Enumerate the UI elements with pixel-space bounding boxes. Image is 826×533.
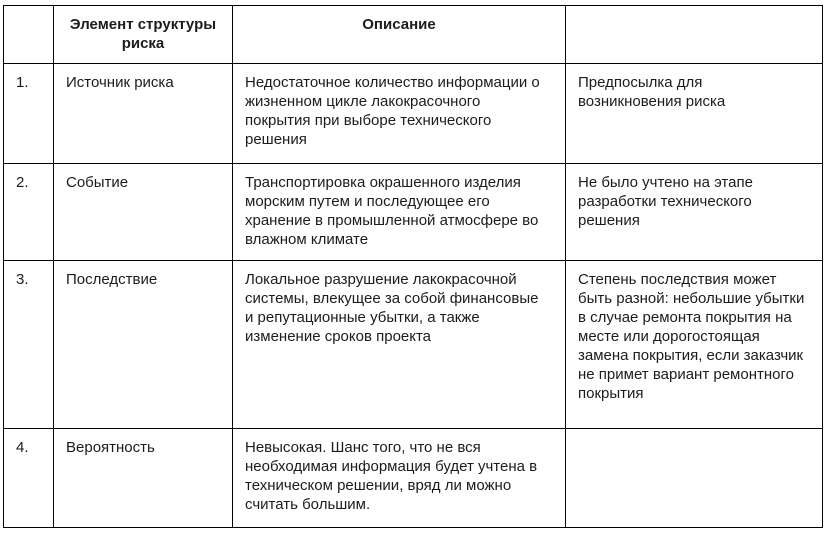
- header-element-cell: Элемент структуры риска: [54, 6, 233, 64]
- row-number-cell: 1.: [4, 64, 54, 164]
- table-row: [4, 429, 823, 528]
- element-cell: Событие: [54, 164, 233, 261]
- description-cell: Локальное разрушение лакокрасочной системы, влекущее за собой финансовые и репутационные убытки, а также изменение сроков проекта: [233, 261, 566, 429]
- header-number-cell: [4, 6, 54, 64]
- description-cell: Недостаточное количество информации о жизненном цикле лакокрасочного покрытия при выборе технического решения: [233, 64, 566, 164]
- table-row: [4, 164, 823, 261]
- description-cell: Транспортировка окрашенного изделия морским путем и последующее его хранение в промышленной атмосфере во влажном климате: [233, 164, 566, 261]
- note-cell: Не было учтено на этапе разработки технического решения: [566, 164, 823, 261]
- header-note-cell: [566, 6, 823, 64]
- header-description-cell: Описание: [233, 6, 566, 64]
- risk-structure-table: [3, 5, 823, 528]
- note-cell: [566, 429, 823, 528]
- table-row: [4, 261, 823, 429]
- note-cell: Предпосылка для возникновения риска: [566, 64, 823, 164]
- element-cell: Последствие: [54, 261, 233, 429]
- element-cell: Источник риска: [54, 64, 233, 164]
- row-number-cell: 2.: [4, 164, 54, 261]
- element-cell: Вероятность: [54, 429, 233, 528]
- table-header-row: [4, 6, 823, 64]
- table-row: [4, 64, 823, 164]
- note-cell: Степень последствия может быть разной: небольшие убытки в случае ремонта покрытия на месте или дорогостоящая замена покрытия, если заказчик не примет вариант ремонтного покрытия: [566, 261, 823, 429]
- row-number-cell: 3.: [4, 261, 54, 429]
- description-cell: Невысокая. Шанс того, что не вся необходимая информация будет учтена в техническом решении, вряд ли можно считать большим.: [233, 429, 566, 528]
- row-number-cell: 4.: [4, 429, 54, 528]
